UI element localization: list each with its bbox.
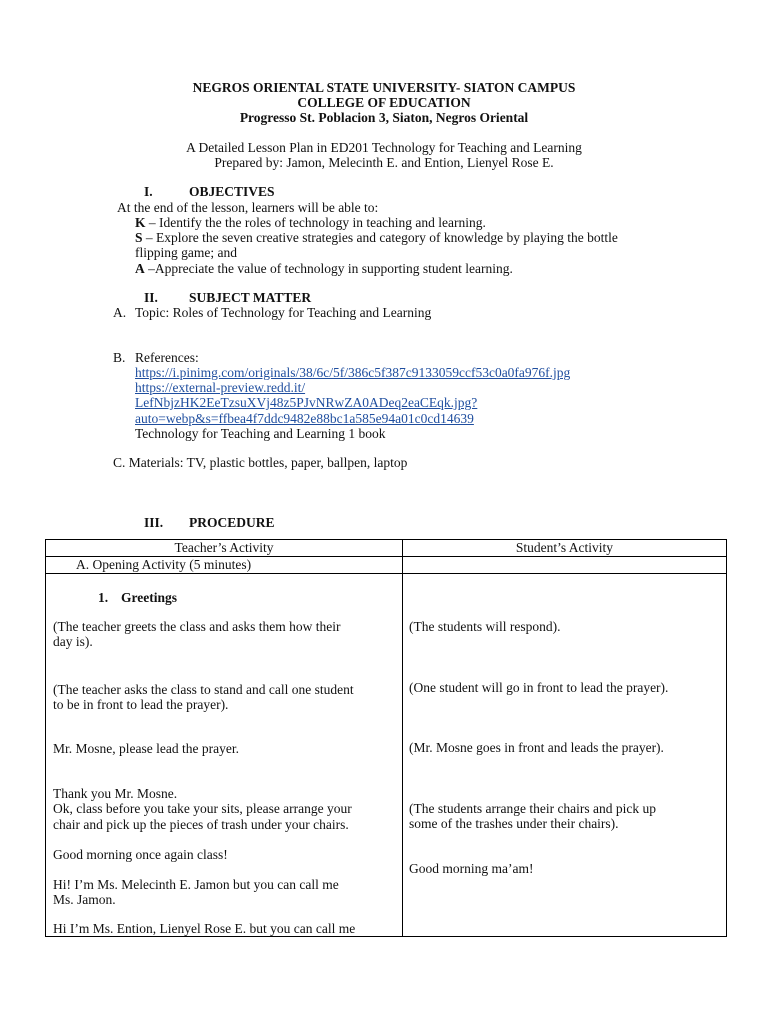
student-line: (The students arrange their chairs and pick up	[409, 801, 657, 816]
reference-link-redd-1[interactable]: https://external-preview.redd.it/	[135, 380, 306, 395]
plan-title: A Detailed Lesson Plan in ED201 Technology for Teaching and Learning	[186, 140, 582, 155]
teacher-activity-header: Teacher’s Activity	[46, 540, 403, 557]
greetings-number: 1.	[98, 590, 109, 605]
objectives-numeral: I.	[144, 184, 153, 199]
objective-skill	[135, 230, 618, 245]
teacher-line: Ok, class before you take your sits, please arrange your	[53, 801, 352, 816]
procedure-heading: PROCEDURE	[189, 515, 275, 530]
objective-k-letter: K	[135, 215, 146, 230]
student-activity-cell	[403, 574, 727, 937]
teacher-line: day is).	[53, 634, 93, 649]
reference-link-redd-3[interactable]: auto=webp&s=ffbea4f7ddc9482e88bc1a585e94a01c0cd14639	[135, 411, 474, 426]
student-activity-header: Student’s Activity	[403, 540, 727, 557]
campus-address: Progresso St. Poblacion 3, Siaton, Negros Oriental	[239, 110, 529, 125]
college-name: COLLEGE OF EDUCATION	[297, 95, 471, 110]
teacher-line: Good morning once again class!	[53, 847, 228, 862]
teacher-line: Mr. Mosne, please lead the prayer.	[53, 741, 239, 756]
university-name: NEGROS ORIENTAL STATE UNIVERSITY- SIATON CAMPUS	[192, 80, 576, 95]
materials: C. Materials: TV, plastic bottles, paper, ballpen, laptop	[113, 455, 408, 470]
objective-s-text: – Explore the seven creative strategies and category of knowledge by playing the bottle	[142, 230, 618, 245]
teacher-line: Hi! I’m Ms. Melecinth E. Jamon but you can call me	[53, 877, 339, 892]
teacher-line: chair and pick up the pieces of trash under your chairs.	[53, 817, 349, 832]
topic: Topic: Roles of Technology for Teaching and Learning	[135, 305, 432, 320]
greetings-heading: Greetings	[121, 590, 177, 605]
opening-activity-cell	[46, 557, 403, 574]
student-line: some of the trashes under their chairs).	[409, 816, 619, 831]
procedure-numeral: III.	[144, 515, 164, 530]
reference-link-redd-2[interactable]: LefNbjzHK2EeTzsuXVj48z5PJvNRwZA0ADeq2eaCEqk.jpg?	[135, 395, 478, 410]
teacher-line: to be in front to lead the prayer).	[53, 697, 229, 712]
reference-book: Technology for Teaching and Learning 1 book	[135, 426, 386, 441]
teacher-activity-cell	[46, 574, 403, 937]
subject-matter-heading: SUBJECT MATTER	[189, 290, 312, 305]
student-line: (Mr. Mosne goes in front and leads the prayer).	[409, 740, 664, 755]
objective-a-letter: A	[135, 261, 145, 276]
opening-activity-student-cell	[403, 557, 727, 574]
objective-knowledge	[135, 215, 486, 230]
references-label: References:	[135, 350, 199, 365]
teacher-line: Hi I’m Ms. Ention, Lienyel Rose E. but you can call me	[53, 921, 356, 936]
teacher-line: (The teacher greets the class and asks them how their	[53, 619, 341, 634]
teacher-line: Thank you Mr. Mosne.	[53, 786, 178, 801]
objective-k-text: – Identify the the roles of technology in teaching and learning.	[145, 215, 486, 230]
objectives-intro: At the end of the lesson, learners will be able to:	[117, 200, 379, 215]
teacher-line: Ms. Jamon.	[53, 892, 116, 907]
objective-skill-cont: flipping game; and	[135, 245, 237, 260]
topic-letter: A.	[113, 305, 127, 320]
table-header-row	[46, 540, 727, 557]
objective-attitude	[135, 261, 513, 276]
references-letter: B.	[113, 350, 126, 365]
prepared-by: Prepared by: Jamon, Melecinth E. and Ention, Lienyel Rose E.	[214, 155, 554, 170]
objectives-heading: OBJECTIVES	[189, 184, 275, 199]
objective-a-text: –Appreciate the value of technology in supporting student learning.	[144, 261, 513, 276]
table-row-opening	[46, 557, 727, 574]
student-line: (One student will go in front to lead the prayer).	[409, 680, 669, 695]
student-line: Good morning ma’am!	[409, 861, 534, 876]
subject-matter-numeral: II.	[144, 290, 158, 305]
student-line: (The students will respond).	[409, 619, 561, 634]
objective-s-letter: S	[135, 230, 143, 245]
opening-activity: A. Opening Activity (5 minutes)	[76, 557, 252, 572]
teacher-line: (The teacher asks the class to stand and call one student	[53, 682, 354, 697]
reference-link-pinimg[interactable]: https://i.pinimg.com/originals/38/6c/5f/386c5f387c9133059ccf53c0a0fa976f.jpg	[135, 365, 571, 380]
table-row-greetings	[46, 574, 727, 937]
procedure-table	[45, 539, 727, 937]
